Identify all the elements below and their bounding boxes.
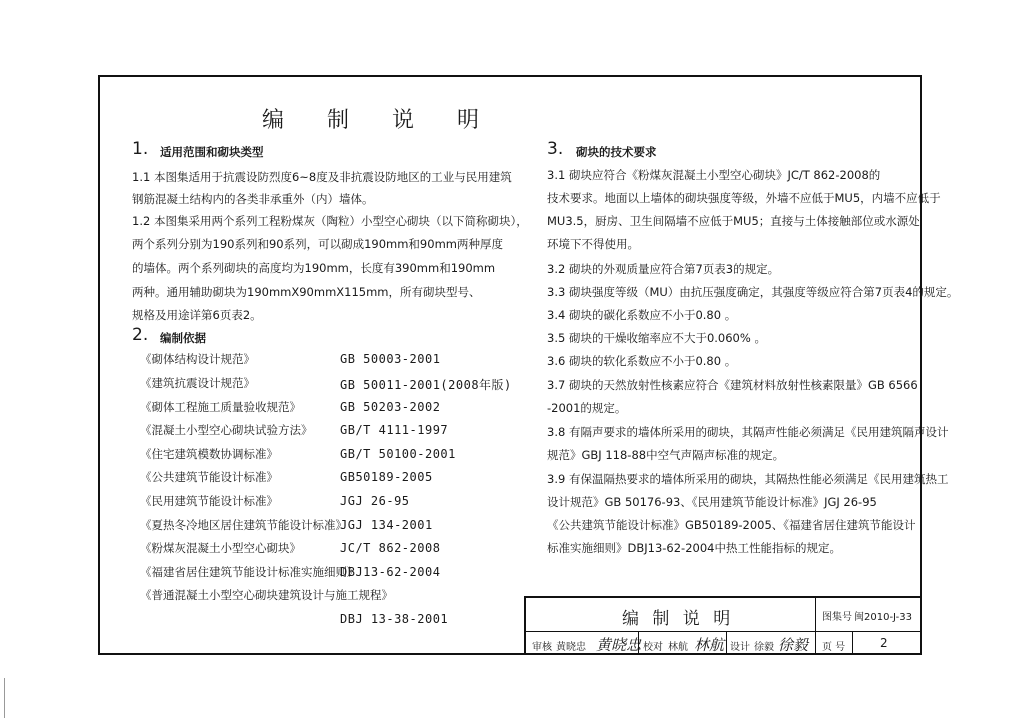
text-line: 钢筋混凝土结构内的各类非承重外（内）墙体。 [132, 192, 374, 206]
text-line: 的墙体。两个系列砌块的高度均为190mm，长度有390mm和190mm [132, 261, 496, 275]
page-title: 编 制 说 明 [262, 108, 497, 133]
text-line: 两种。通用辅助砌块为190mmX90mmX115mm，所有砌块型号、 [132, 285, 481, 299]
ref-name: 《福建省居住建筑节能设计标准实施细则》 [140, 565, 359, 579]
text-line: 3.5 砌块的干燥收缩率应不大于0.060% 。 [547, 331, 766, 345]
title-block-divider [526, 631, 922, 632]
ref-name: 《混凝土小型空心砌块试验方法》 [140, 423, 313, 437]
atlas-number: 闽2010-J-33 [854, 612, 912, 623]
ref-code: JGJ 134-2001 [340, 518, 433, 532]
text-line: 3.3 砌块强度等级（MU）由抗压强度确定，其强度等级应符合第7页表4的规定。 [547, 285, 959, 299]
text-line: 3.2 砌块的外观质量应符合第7页表3的规定。 [547, 262, 780, 276]
text-line: 1.1 本图集适用于抗震设防烈度6~8度及非抗震设防地区的工业与民用建筑 [132, 170, 512, 184]
page-edge-line [4, 678, 5, 718]
text-line: 规格及用途详第6页表2。 [132, 308, 262, 322]
section-3-number: 3. [547, 139, 564, 159]
designer-signature: 徐毅 [778, 636, 809, 654]
title-block-divider [638, 631, 639, 655]
ref-name: 《住宅建筑模数协调标准》 [140, 447, 278, 461]
text-line: 3.6 砌块的软化系数应不小于0.80 。 [547, 354, 737, 368]
text-line: 3.4 砌块的碳化系数应不小于0.80 。 [547, 308, 737, 322]
section-3-heading: 砌块的技术要求 [576, 145, 657, 159]
ref-name: 《公共建筑节能设计标准》 [140, 470, 278, 484]
section-1-number: 1. [132, 139, 149, 159]
reviewer-signature: 黄晓忠 [596, 636, 642, 654]
ref-code: DBJ 13-38-2001 [340, 612, 449, 626]
ref-code: GB 50011-2001(2008年版) [340, 378, 512, 392]
page-label: 页 号 [822, 642, 846, 653]
reviewer-name: 黄晓忠 [556, 642, 586, 653]
title-block-divider [726, 631, 727, 655]
ref-name: 《建筑抗震设计规范》 [140, 376, 255, 390]
review-label: 审核 [532, 642, 552, 653]
text-line: 环境下不得使用。 [547, 237, 639, 251]
text-line: 3.9 有保温隔热要求的墙体所采用的砌块，其隔热性能必须满足《民用建筑热工 [547, 472, 949, 486]
checker-name: 林航 [668, 642, 688, 653]
title-block-name: 编 制 说 明 [622, 609, 735, 629]
design-label: 设计 [730, 642, 750, 653]
section-2-number: 2. [132, 325, 149, 345]
text-line: MU3.5，厨房、卫生间隔墙不应低于MU5；直接与土体接触部位或水源处 [547, 214, 920, 228]
text-line: 3.7 砌块的天然放射性核素应符合《建筑材料放射性核素限量》GB 6566 [547, 378, 918, 392]
ref-code: JGJ 26-95 [340, 494, 410, 508]
ref-name: 《砌体工程施工质量验收规范》 [140, 400, 301, 414]
text-line: 技术要求。地面以上墙体的砌块强度等级，外墙不应低于MU5，内墙不应低于 [547, 191, 941, 205]
ref-code: GB 50203-2002 [340, 400, 441, 414]
text-line: 规范》GBJ 118-88中空气声隔声标准的规定。 [547, 448, 785, 462]
section-2-heading: 编制依据 [160, 331, 206, 345]
page-number: 2 [880, 636, 888, 650]
text-line: 设计规范》GB 50176-93、《民用建筑节能设计标准》JGJ 26-95 [547, 495, 877, 509]
ref-name: 《普通混凝土小型空心砌块建筑设计与施工规程》 [140, 588, 393, 602]
text-line: 两个系列分别为190系列和90系列，可以砌成190mm和90mm两种厚度 [132, 237, 503, 251]
ref-code: GB50189-2005 [340, 470, 433, 484]
text-line: 3.1 砌块应符合《粉煤灰混凝土小型空心砌块》JC/T 862-2008的 [547, 168, 881, 182]
designer-name: 徐毅 [754, 642, 774, 653]
ref-code: GB/T 4111-1997 [340, 423, 449, 437]
atlas-label: 图集号 [822, 612, 852, 623]
ref-code: GB/T 50100-2001 [340, 447, 456, 461]
ref-name: 《民用建筑节能设计标准》 [140, 494, 278, 508]
ref-code: JC/T 862-2008 [340, 541, 441, 555]
section-1-heading: 适用范围和砌块类型 [160, 145, 264, 159]
text-line: 1.2 本图集采用两个系列工程粉煤灰（陶粒）小型空心砌块（以下简称砌块）， [132, 214, 528, 228]
text-line: 《公共建筑节能设计标准》GB50189-2005、《福建省居住建筑节能设计 [547, 518, 916, 532]
text-line: 标准实施细则》DBJ13-62-2004中热工性能指标的规定。 [547, 541, 841, 555]
title-block [524, 596, 922, 655]
ref-code: GB 50003-2001 [340, 352, 441, 366]
check-label: 校对 [643, 642, 663, 653]
ref-name: 《夏热冬冷地区居住建筑节能设计标准》 [140, 518, 347, 532]
ref-code: DBJ13-62-2004 [340, 565, 441, 579]
checker-signature: 林航 [694, 636, 725, 654]
ref-name: 《粉煤灰混凝土小型空心砌块》 [140, 541, 301, 555]
title-block-divider [815, 598, 816, 655]
ref-name: 《砌体结构设计规范》 [140, 352, 255, 366]
text-line: -2001的规定。 [547, 401, 627, 415]
title-block-divider [852, 631, 853, 655]
text-line: 3.8 有隔声要求的墙体所采用的砌块，其隔声性能必须满足《民用建筑隔声设计 [547, 425, 949, 439]
